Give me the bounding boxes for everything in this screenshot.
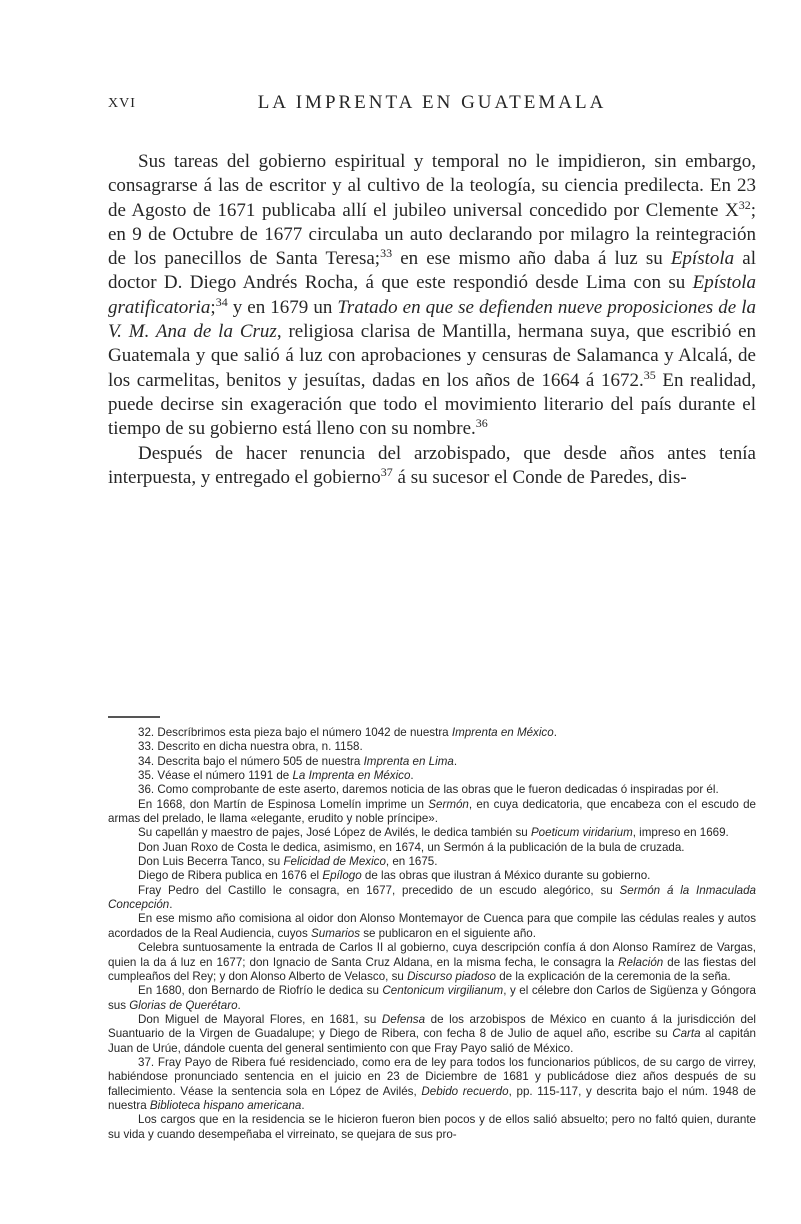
main-text	[108, 150, 756, 490]
work-title: Epístola gratificatoria	[108, 272, 756, 318]
footnote: 34. Descrita bajo el número 505 de nuestra Imprenta en Lima.	[138, 754, 458, 768]
work-title: La Imprenta en México	[292, 769, 411, 783]
work-title: Debido recuerdo	[421, 1084, 509, 1098]
footnote-divider	[108, 716, 160, 718]
work-title: Defensa	[381, 1012, 426, 1026]
work-title: Epístola	[670, 248, 735, 270]
work-title: Imprenta en Lima	[363, 754, 454, 768]
footnote-paragraph: En ese mismo año comisiona al oidor don Alonso Montemayor de Cuenca para que compile las cédulas reales y autos acordados de la Real Audiencia, cuyos Sumarios se publicaron en el siguiente año.	[108, 912, 756, 940]
page-header	[108, 92, 756, 118]
footnote-paragraph: Fray Pedro del Castillo le consagra, en 1677, precedido de un escudo alegórico, su Sermón á la Inmaculada Concepción.	[108, 883, 756, 912]
footnote-paragraph: En 1668, don Martín de Espinosa Lomelín imprime un Sermón, en cuya dedicatoria, que encabeza con el escudo de armas del prelado, le llama «elegante, erudito y noble príncipe».	[108, 797, 756, 826]
work-title: Tratado en que se defienden nueve proposiciones de la V. M. Ana de la Cruz	[108, 296, 757, 343]
paragraph: Sus tareas del gobierno espiritual y temporal no le impidieron, sin embargo, consagrarse á las de escritor y al cultivo de la teología, su ciencia predilecta. En 23 de Agosto de 1671 publicaba allí el jubileo universal concedido por Clemente $X^{32}$; en 9 de Octubre de 1677 circulaba un auto declarando por milagro la reintegración de los panecillos de Santa Teresa;$^{33}$ en ese mismo año daba á luz su Epístola al doctor D. Diego Andrés Rocha, á que este respondió desde Lima con su Epístola gratificatoria;$^{34}$ y en 1679 un Tratado en que se defienden nueve proposiciones de la V. M. Ana de la Cruz, religiosa clarisa de Mantilla, hermana suya, que escribió en Guatemala y que salió á luz con aprobaciones y censuras de Salamanca y Alcalá, de los carmelitas, benitos y jesuítas, dadas en los años de 1664 á 1672.35 En realidad, puede decirse sin exageración que todo el movimiento literario del país durante el tiempo de su gobierno está lleno con su nombre.$^{36}$	[108, 151, 757, 440]
footnote: 32. Descríbrimos esta pieza bajo el número 1042 de nuestra Imprenta en México.	[138, 726, 557, 739]
work-title: Sumarios	[311, 926, 360, 940]
footnote-ref[interactable]: 34	[215, 294, 228, 309]
work-title: Discurso piadoso	[407, 969, 496, 983]
footnote-ref[interactable]: 33	[380, 246, 393, 261]
footnote-paragraph: Diego de Ribera publica en 1676 el Epílogo de las obras que ilustran á México durante su gobierno.	[138, 869, 651, 883]
footnote-paragraph: Los cargos que en la residencia se le hicieron fueron bien pocos y de ellos salió absuelto; pero no faltó quien, durante su vida y cuando desempeñaba el virreinato, se quejara de sus pro-	[108, 1113, 756, 1141]
page-number: XVI	[108, 96, 136, 111]
footnote-ref[interactable]: 35	[643, 367, 656, 382]
work-title: Centonicum virgilianum	[382, 984, 504, 998]
work-title: Epílogo	[322, 869, 362, 883]
work-title: Sermón	[428, 797, 469, 811]
footnote-ref[interactable]: 37	[380, 464, 393, 479]
work-title: Imprenta en México	[451, 726, 554, 739]
footnote-ref[interactable]: 36	[475, 416, 488, 431]
footnote-paragraph: Su capellán y maestro de pajes, José López de Avilés, le dedica también su Poeticum viridarium, impreso en 1669.	[138, 826, 729, 840]
footnote-paragraph: Don Juan Roxo de Costa le dedica, asimismo, en 1674, un Sermón á la publicación de la bula de cruzada.	[138, 840, 685, 854]
footnotes	[108, 726, 756, 1142]
work-title: Relación	[618, 955, 664, 969]
footnote-paragraph: Celebra suntuosamente la entrada de Carlos II al gobierno, cuya descripción confía á don Alonso Ramírez de Vargas, quien la da á luz en 1677; don Ignacio de Santa Cruz Aldana, en la misma fecha, le consagra la Relación de las fiestas del cumpleaños del Rey; y don Alonso Alberto de Velasco, su Discurso piadoso de la explicación de la ceremonia de la seña.	[108, 941, 756, 983]
footnote-paragraph: Don Luis Becerra Tanco, su Felicidad de Mexico, en 1675.	[138, 855, 438, 869]
work-title: Carta	[672, 1027, 701, 1041]
running-title: LA IMPRENTA EN GUATEMALA	[257, 92, 607, 113]
footnote: 36. Como comprobante de este aserto, daremos noticia de las obras que le fueron dedicadas ó inspiradas por él.	[138, 783, 719, 797]
work-title: Felicidad de Mexico	[283, 855, 386, 869]
paragraph: Después de hacer renuncia del arzobispado, que desde años antes tenía interpuesta, y entregado el gobierno$^{37}$ á su sucesor el Conde de Paredes, dis-	[108, 442, 756, 488]
footnote: 35. Véase el número 1191 de La Imprenta en México.	[138, 769, 414, 783]
footnote-paragraph: Don Miguel de Mayoral Flores, en 1681, su Defensa de los arzobispos de México en cuanto á la jurisdicción del Suantuario de la Virgen de Guadalupe; y Diego de Ribera, con fecha 8 de Julio de aquel año, escribe su Carta al capitán Juan de Urúe, dándole cuenta del general sentimiento con que Fray Payo salió de México.	[108, 1012, 756, 1055]
work-title: Sermón á la Inmaculada Concepción	[108, 883, 756, 912]
footnote: 33. Descrito en dicha nuestra obra, n. 1158.	[138, 740, 363, 754]
footnote-paragraph: En 1680, don Bernardo de Riofrío le dedica su Centonicum virgilianum, y el célebre don Carlos de Sigüenza y Góngora sus Glorias de Querétaro.	[108, 984, 756, 1012]
footnote-ref[interactable]: 32	[738, 197, 751, 212]
work-title: Glorias de Querétaro	[129, 998, 238, 1012]
work-title: Biblioteca hispano americana	[149, 1098, 302, 1112]
work-title: Poeticum viridarium	[530, 826, 633, 840]
footnote: 37. Fray Payo de Ribera fué residenciado, como era de ley para todos los funcionarios públicos, de su cargo de virrey, habiéndose pronunciado sentencia en el juicio en 23 de Diciembre de 1681 y publicádose diez años después de su fallecimiento. Véase la sentencia sola en López de Avilés, Debido recuerdo, pp. 115-117, y descrita bajo el núm. 1948 de nuestra Biblioteca hispano americana.	[108, 1055, 756, 1112]
